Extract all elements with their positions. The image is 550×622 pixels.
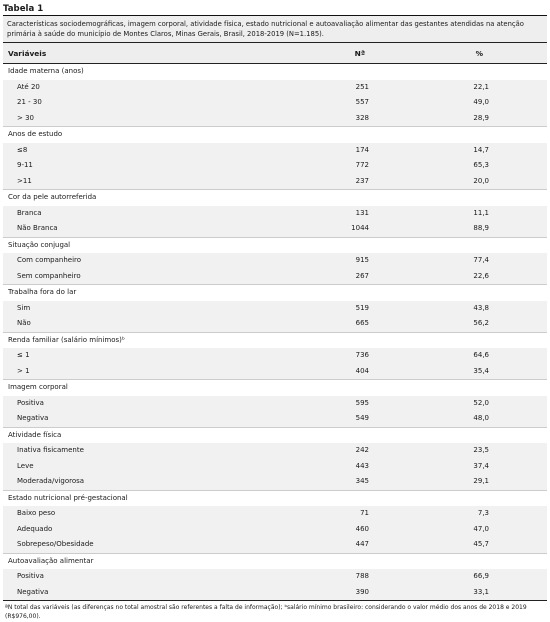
row-n: 390	[303, 585, 425, 601]
row-label: > 30	[3, 111, 303, 127]
row-n: 345	[303, 474, 425, 490]
row-label: ≤8	[3, 143, 303, 159]
group-label: Situação conjugal	[3, 237, 547, 253]
header-variable: Variáveis	[3, 43, 303, 64]
row-percent: 37,4	[425, 459, 547, 475]
row-n: 71	[303, 506, 425, 522]
row-n: 460	[303, 522, 425, 538]
row-label: ≤ 1	[3, 348, 303, 364]
table-row	[3, 443, 547, 459]
row-percent: 29,1	[425, 474, 547, 490]
group-label: Atividade física	[3, 427, 547, 443]
row-n: 736	[303, 348, 425, 364]
row-n: 328	[303, 111, 425, 127]
row-percent: 45,7	[425, 537, 547, 553]
group-row	[3, 490, 547, 506]
row-label: Inativa fisicamente	[3, 443, 303, 459]
group-label: Idade materna (anos)	[3, 64, 547, 80]
group-row	[3, 332, 547, 348]
row-percent: 7,3	[425, 506, 547, 522]
row-label: Positiva	[3, 396, 303, 412]
group-row	[3, 285, 547, 301]
row-percent: 28,9	[425, 111, 547, 127]
row-percent: 14,7	[425, 143, 547, 159]
group-label: Autoavaliação alimentar	[3, 553, 547, 569]
table-row	[3, 506, 547, 522]
table-caption: Características sociodemográficas, imagem corporal, atividade física, estado nutricional e autoavaliação alimentar das gestantes atendidas na atenção primária à saúde do município de Montes Claros, Minas Gerais, Brasil, 2018-2019 (N=1.185).	[3, 15, 547, 42]
row-n: 131	[303, 206, 425, 222]
table-row	[3, 80, 547, 96]
row-n: 595	[303, 396, 425, 412]
row-label: Com companheiro	[3, 253, 303, 269]
row-percent: 33,1	[425, 585, 547, 601]
row-label: Sim	[3, 301, 303, 317]
row-label: 9-11	[3, 158, 303, 174]
group-row	[3, 64, 547, 80]
row-n: 549	[303, 411, 425, 427]
row-label: Branca	[3, 206, 303, 222]
table-row	[3, 269, 547, 285]
row-label: Negativa	[3, 585, 303, 601]
row-percent: 23,5	[425, 443, 547, 459]
row-label: Até 20	[3, 80, 303, 96]
row-percent: 43,8	[425, 301, 547, 317]
row-label: Baixo peso	[3, 506, 303, 522]
table-row	[3, 585, 547, 601]
row-percent: 49,0	[425, 95, 547, 111]
group-row	[3, 237, 547, 253]
row-n: 237	[303, 174, 425, 190]
row-n: 788	[303, 569, 425, 585]
group-label: Trabalha fora do lar	[3, 285, 547, 301]
group-row	[3, 553, 547, 569]
row-percent: 65,3	[425, 158, 547, 174]
table-row	[3, 522, 547, 538]
group-row	[3, 380, 547, 396]
row-percent: 20,0	[425, 174, 547, 190]
table-row	[3, 316, 547, 332]
group-label: Estado nutricional pré-gestacional	[3, 490, 547, 506]
table-row	[3, 174, 547, 190]
table-row	[3, 95, 547, 111]
row-percent: 22,6	[425, 269, 547, 285]
table-row	[3, 206, 547, 222]
table-row	[3, 111, 547, 127]
group-label: Anos de estudo	[3, 127, 547, 143]
table-row	[3, 396, 547, 412]
table-row	[3, 459, 547, 475]
row-label: >11	[3, 174, 303, 190]
row-percent: 11,1	[425, 206, 547, 222]
row-label: Não Branca	[3, 221, 303, 237]
row-label: Negativa	[3, 411, 303, 427]
row-percent: 52,0	[425, 396, 547, 412]
group-row	[3, 427, 547, 443]
header-row	[3, 43, 547, 64]
row-n: 665	[303, 316, 425, 332]
row-percent: 88,9	[425, 221, 547, 237]
row-percent: 66,9	[425, 569, 547, 585]
group-row	[3, 127, 547, 143]
row-percent: 22,1	[425, 80, 547, 96]
row-percent: 64,6	[425, 348, 547, 364]
group-label: Imagem corporal	[3, 380, 547, 396]
row-percent: 56,2	[425, 316, 547, 332]
header-percent: %	[425, 43, 547, 64]
row-percent: 77,4	[425, 253, 547, 269]
table-row	[3, 348, 547, 364]
row-label: Moderada/vigorosa	[3, 474, 303, 490]
group-label: Cor da pele autorreferida	[3, 190, 547, 206]
row-n: 519	[303, 301, 425, 317]
row-percent: 48,0	[425, 411, 547, 427]
table-row	[3, 143, 547, 159]
table-body	[3, 64, 547, 601]
table-footnote: ªN total das variáveis (as diferenças no total amostral são referentes a falta de informação); ᵇsalário mínimo brasileiro: considerando o valor médio dos anos de 2018 e 2019 (R$976,00).	[3, 600, 547, 621]
row-label: Não	[3, 316, 303, 332]
table-row	[3, 474, 547, 490]
row-label: > 1	[3, 364, 303, 380]
row-label: 21 - 30	[3, 95, 303, 111]
row-n: 772	[303, 158, 425, 174]
row-n: 443	[303, 459, 425, 475]
row-label: Adequado	[3, 522, 303, 538]
row-percent: 47,0	[425, 522, 547, 538]
table-row	[3, 569, 547, 585]
table-row	[3, 364, 547, 380]
data-table	[3, 42, 547, 600]
header-n: Nª	[303, 43, 425, 64]
row-label: Sem companheiro	[3, 269, 303, 285]
row-n: 1044	[303, 221, 425, 237]
row-label: Leve	[3, 459, 303, 475]
table-row	[3, 537, 547, 553]
group-label: Renda familiar (salário mínimos)ᵇ	[3, 332, 547, 348]
row-n: 174	[303, 143, 425, 159]
table-row	[3, 301, 547, 317]
row-n: 242	[303, 443, 425, 459]
row-n: 447	[303, 537, 425, 553]
row-label: Positiva	[3, 569, 303, 585]
table-title: Tabela 1	[3, 4, 44, 14]
row-n: 251	[303, 80, 425, 96]
row-label: Sobrepeso/Obesidade	[3, 537, 303, 553]
row-n: 557	[303, 95, 425, 111]
row-n: 404	[303, 364, 425, 380]
row-n: 267	[303, 269, 425, 285]
table-row	[3, 221, 547, 237]
group-row	[3, 190, 547, 206]
row-percent: 35,4	[425, 364, 547, 380]
table-row	[3, 158, 547, 174]
table-row	[3, 253, 547, 269]
row-n: 915	[303, 253, 425, 269]
table-row	[3, 411, 547, 427]
